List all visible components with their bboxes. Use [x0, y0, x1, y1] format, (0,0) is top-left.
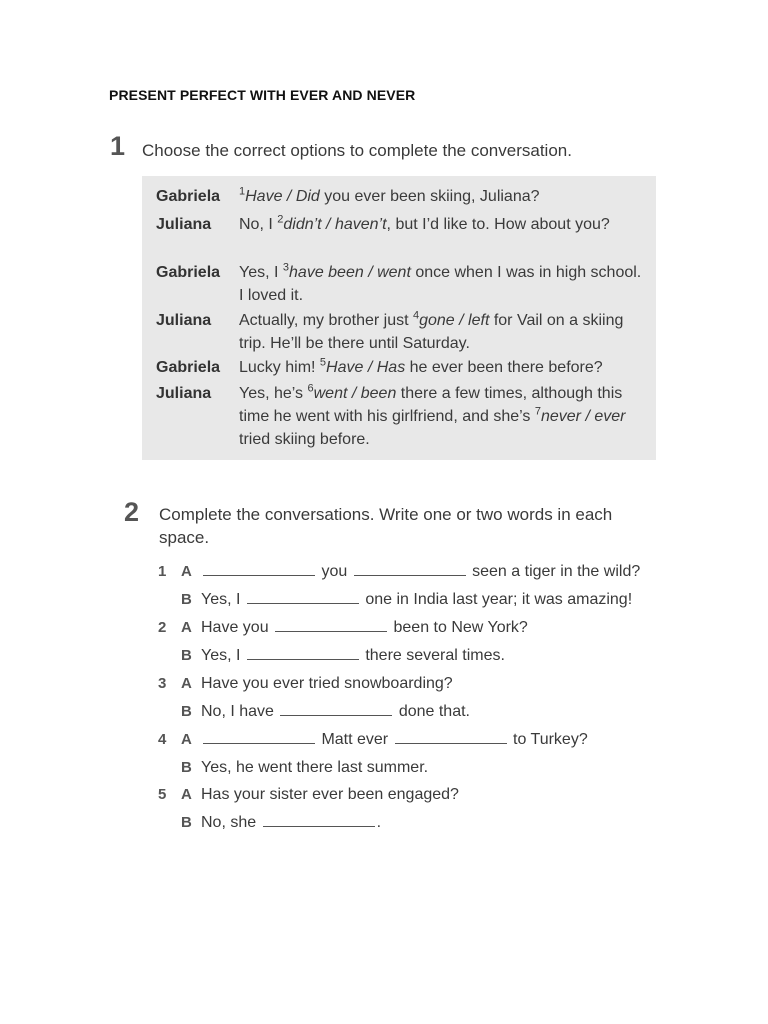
item-text	[201, 701, 470, 723]
utterance-text: tried skiing before.	[239, 431, 370, 448]
item-text-segment: seen a tiger in the wild?	[467, 563, 641, 580]
item-number-superscript: 1	[239, 185, 246, 198]
speaker-name: Gabriela	[156, 359, 221, 376]
answer-blank[interactable]	[263, 812, 375, 827]
item-text-segment: Matt ever	[317, 731, 393, 748]
speaker-letter: A	[181, 563, 192, 580]
utterance	[239, 356, 649, 379]
item-text	[201, 645, 505, 667]
item-number-superscript: 4	[412, 309, 420, 322]
answer-options: Have / Did	[245, 188, 320, 205]
speaker-letter: B	[181, 703, 192, 720]
answer-blank[interactable]	[275, 617, 387, 632]
answer-blank[interactable]	[247, 645, 359, 660]
item-text-segment: you	[317, 563, 352, 580]
utterance-text: Yes, he’s	[239, 385, 308, 402]
speaker-letter: A	[181, 786, 192, 803]
item-number-superscript: 3	[282, 261, 290, 274]
answer-blank[interactable]	[280, 701, 392, 716]
utterance-text: there a few times, although this time he went with his girlfriend, and she’s	[239, 385, 623, 425]
utterance-text: he ever been there before?	[405, 359, 603, 376]
item-number-superscript: 2	[277, 213, 284, 226]
item-number: 2	[158, 619, 167, 636]
speaker-letter: B	[181, 647, 192, 664]
item-text-segment: there several times.	[360, 647, 505, 664]
utterance-text: Yes, I	[239, 264, 283, 281]
answer-blank[interactable]	[354, 561, 466, 576]
exercise-1-number: 1	[110, 131, 126, 161]
utterance-text: , but I’d like to. How about you?	[386, 216, 610, 233]
page-title: PRESENT PERFECT WITH EVER AND NEVER	[109, 87, 416, 103]
speaker-letter: A	[181, 731, 192, 748]
item-text-segment: Has your sister ever been engaged?	[201, 786, 459, 803]
utterance	[239, 382, 649, 451]
item-text	[201, 561, 640, 583]
item-number: 1	[158, 563, 167, 580]
speaker-name: Juliana	[156, 385, 212, 402]
item-text	[201, 729, 588, 751]
speaker-letter: A	[181, 619, 192, 636]
item-number: 5	[158, 786, 167, 803]
speaker-name: Gabriela	[156, 188, 221, 205]
utterance-text: once when I was in high school. I loved it.	[239, 264, 642, 304]
answer-blank[interactable]	[247, 589, 359, 604]
item-text	[201, 617, 528, 639]
exercise-2-instruction: Complete the conversations. Write one or two words in each space.	[159, 505, 613, 547]
speaker-name: Gabriela	[156, 264, 221, 281]
item-text-segment: Yes, I	[201, 591, 245, 608]
answer-options: went / been	[313, 385, 397, 402]
utterance	[239, 185, 649, 208]
answer-blank[interactable]	[395, 729, 507, 744]
exercise-1-instruction: Choose the correct options to complete the conversation.	[142, 141, 572, 160]
item-text-segment: done that.	[394, 703, 470, 720]
item-text	[201, 784, 459, 806]
conversation-box	[142, 176, 656, 460]
speaker-name: Juliana	[156, 216, 212, 233]
item-text-segment: No, I have	[201, 703, 279, 720]
item-text-segment: Yes, he went there last summer.	[201, 759, 429, 776]
item-text-segment: No, she	[201, 814, 261, 831]
item-number-superscript: 5	[319, 356, 327, 369]
answer-options: have been / went	[289, 264, 411, 281]
speaker-letter: B	[181, 591, 192, 608]
answer-blank[interactable]	[203, 729, 315, 744]
item-text-segment: to Turkey?	[508, 731, 588, 748]
answer-options: gone / left	[419, 312, 490, 329]
speaker-letter: B	[181, 814, 192, 831]
item-text-segment: been to New York?	[389, 619, 528, 636]
answer-options: didn’t / haven’t	[283, 216, 387, 233]
speaker-letter: B	[181, 759, 192, 776]
item-number-superscript: 7	[534, 405, 541, 418]
speaker-letter: A	[181, 675, 192, 692]
answer-blank[interactable]	[203, 561, 315, 576]
item-text-segment: one in India last year; it was amazing!	[360, 591, 633, 608]
answer-options: never / ever	[540, 408, 626, 425]
item-text	[201, 812, 381, 834]
item-number: 4	[158, 731, 167, 748]
item-text-segment: .	[376, 814, 382, 831]
utterance-text: No, I	[239, 216, 278, 233]
speaker-name: Juliana	[156, 312, 212, 329]
utterance-text: you ever been skiing, Juliana?	[319, 188, 540, 205]
item-number-superscript: 6	[307, 382, 314, 395]
utterance	[239, 309, 649, 355]
utterance-text: Actually, my brother just	[239, 312, 413, 329]
item-text-segment: Have you	[201, 619, 274, 636]
exercise-2-number: 2	[124, 497, 140, 527]
item-text-segment: Yes, I	[201, 647, 245, 664]
item-text	[201, 589, 632, 611]
utterance	[239, 213, 649, 236]
utterance-text: Lucky him!	[239, 359, 320, 376]
utterance	[239, 261, 649, 307]
utterance-text: for Vail on a skiing trip. He’ll be there until Saturday.	[239, 312, 624, 352]
item-text	[201, 673, 453, 695]
item-number: 3	[158, 675, 167, 692]
answer-options: Have / Has	[326, 359, 406, 376]
item-text-segment: Have you ever tried snowboarding?	[201, 675, 453, 692]
item-text	[201, 757, 428, 779]
